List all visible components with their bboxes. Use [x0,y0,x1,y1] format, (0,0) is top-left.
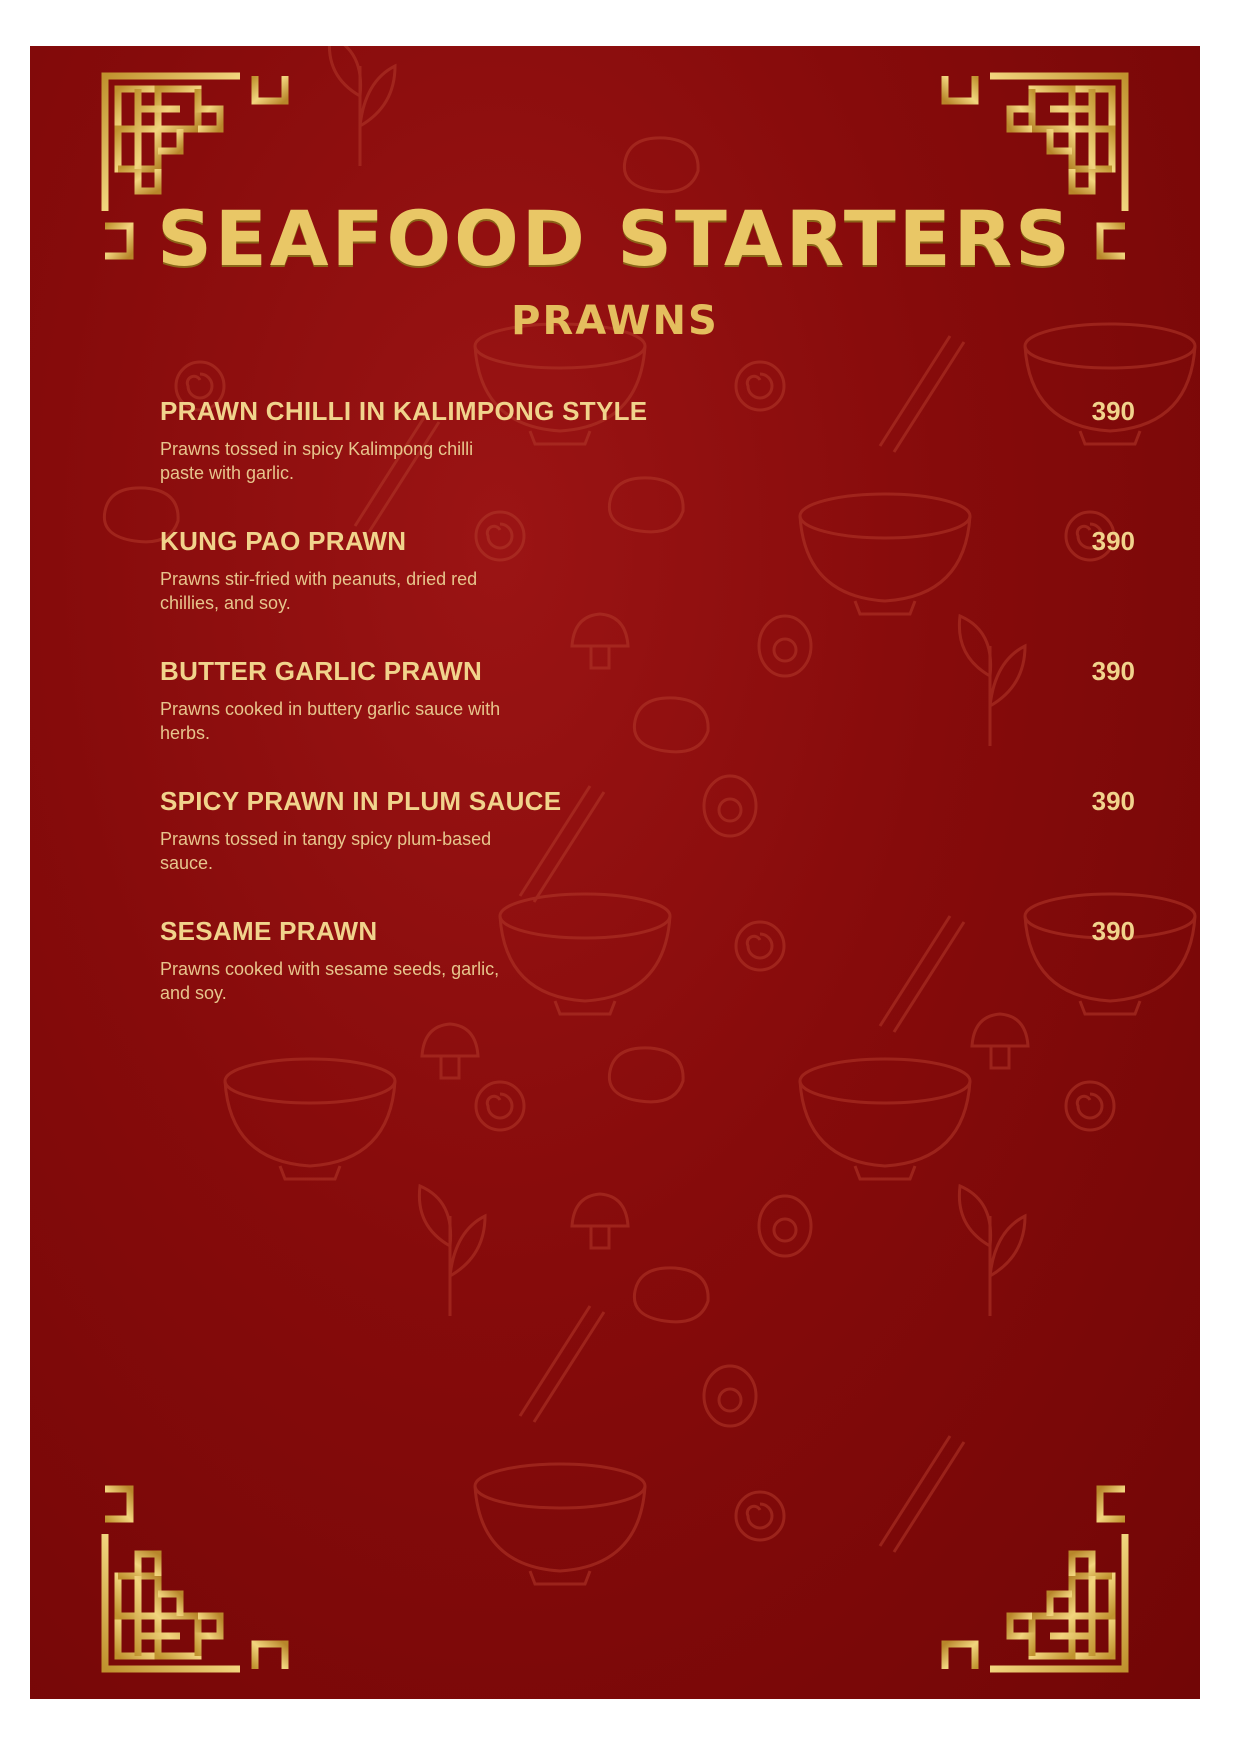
item-price: 390 [1091,786,1135,816]
menu-item [160,526,1135,656]
item-description: Prawns cooked in buttery garlic sauce with herbs. [160,699,501,743]
item-name: KUNG PAO PRAWN [160,526,407,556]
item-name: BUTTER GARLIC PRAWN [160,656,483,686]
item-description: Prawns cooked with sesame seeds, garlic, and soy. [160,959,500,1003]
item-price: 390 [1091,656,1135,686]
section-subtitle: PRAWNS [511,298,719,344]
item-name: PRAWN CHILLI IN KALIMPONG STYLE [160,396,648,426]
item-name: SESAME PRAWN [160,916,378,946]
item-price: 390 [1091,916,1135,946]
item-description: Prawns tossed in tangy spicy plum-based sauce. [160,829,492,873]
item-description: Prawns stir-fried with peanuts, dried red chillies, and soy. [160,569,478,613]
menu-item [160,656,1135,786]
item-price: 390 [1091,396,1135,426]
item-name: SPICY PRAWN IN PLUM SAUCE [160,786,562,816]
item-description: Prawns tossed in spicy Kalimpong chilli paste with garlic. [160,439,474,483]
menu-item [160,916,1135,1046]
menu-item [160,786,1135,916]
page-title: SEAFOOD STARTERS [157,194,1073,283]
item-price: 390 [1091,526,1135,556]
menu-items-list [160,396,1135,1046]
menu-page [30,46,1200,1699]
menu-item [160,396,1135,526]
